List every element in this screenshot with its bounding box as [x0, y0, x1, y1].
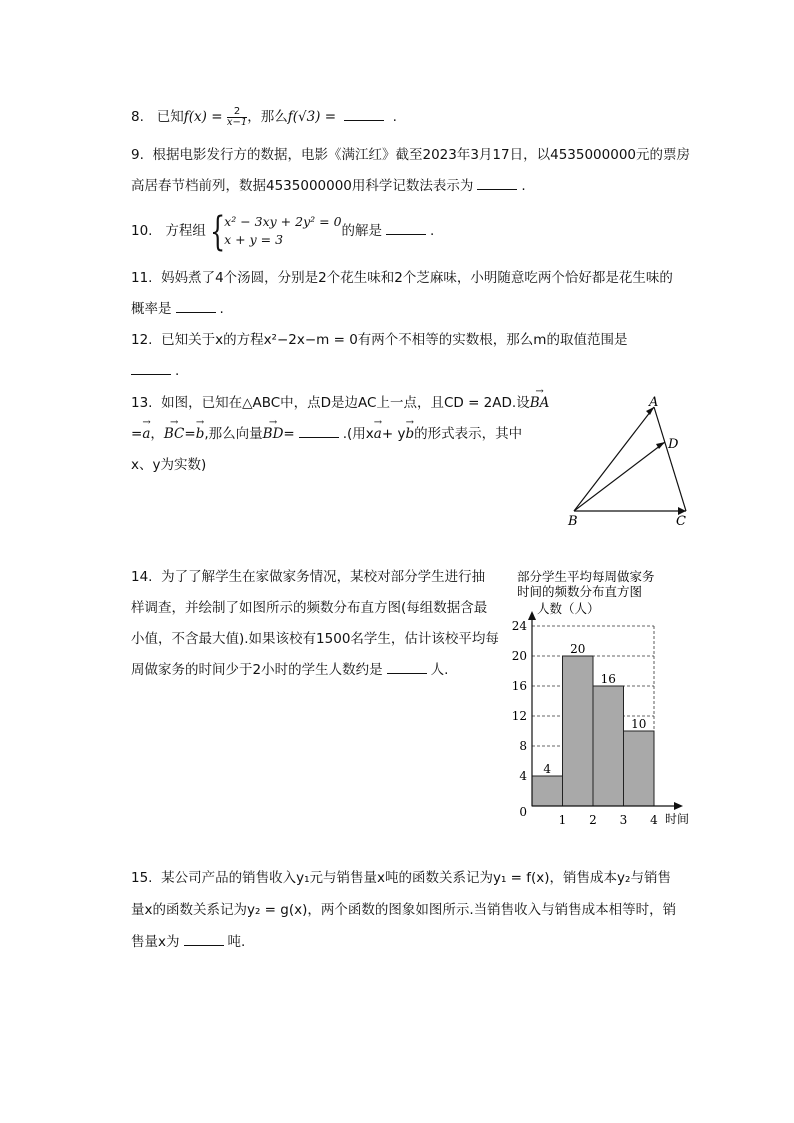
answer-blank[interactable]	[477, 175, 517, 190]
bar-value-label: 20	[570, 642, 586, 656]
question-8: 8. 已知f(x) = $\frac{2}{x-1}$ ，那么f(√3) = .	[131, 105, 397, 128]
question-14: 14. 为了了解学生在家做家务情况，某校对部分学生进行抽 样调查，并绘制了如图所示的频数分布直方图(每组数据含最 小值，不含最大值).如果该校有1500名学生，估计该校平均每 周做家务的时间少于2小时的学生人数约是 人.	[131, 569, 499, 678]
histogram-bar	[593, 686, 624, 806]
question-9: 9. 根据电影发行方的数据，电影《满江红》截至2023年3月17日，以4535000000元的票房 高居春节档前列，数据4535000000用科学记数法表示为 .	[131, 147, 690, 194]
answer-blank[interactable]	[131, 360, 171, 375]
y-axis-arrow	[528, 611, 536, 620]
question-number: 10.	[131, 223, 153, 239]
x-axis-arrow	[674, 802, 683, 810]
side-ac	[654, 407, 686, 511]
x-tick-label: 2	[589, 813, 597, 827]
y-tick-label: 20	[511, 649, 527, 663]
y-axis-label: 人数（人）	[537, 601, 600, 616]
y-tick-label: 8	[519, 739, 527, 753]
y-tick-label: 12	[511, 709, 527, 723]
bar-value-label: 10	[631, 717, 647, 731]
question-number: 14.	[131, 569, 153, 585]
question-number: 11.	[131, 270, 153, 286]
answer-blank[interactable]	[184, 931, 224, 946]
answer-blank[interactable]	[387, 659, 427, 674]
question-12: 12. 已知关于x的方程x²−2x−m = 0有两个不相等的实数根，那么m的取值范围是 .	[131, 332, 628, 379]
question-number: 15.	[131, 870, 153, 886]
x-tick-label: 3	[619, 813, 628, 827]
question-number: 12.	[131, 332, 153, 348]
y-tick-label: 4	[519, 769, 527, 783]
question-15: 15. 某公司产品的销售收入y₁元与销售量x吨的函数关系记为y₁ = f(x)，销售成本y₂与销售 量x的函数关系记为y₂ = g(x)，两个函数的图象如图所示.当销售收入与销售成本相等时，销 售量x为 吨.	[131, 870, 677, 950]
triangle-figure	[560, 395, 700, 530]
question-number: 9.	[131, 147, 144, 163]
bar-value-label: 16	[600, 672, 616, 686]
label-a: A	[649, 395, 659, 410]
histogram-bar	[624, 731, 655, 806]
histogram-bar	[532, 776, 563, 806]
fraction: $\frac{2}{x-1}$	[226, 105, 248, 128]
y-tick-label: 0	[519, 805, 527, 819]
x-tick-label: 4	[650, 813, 658, 827]
y-tick-label: 24	[511, 619, 527, 633]
question-number: 13.	[131, 395, 153, 411]
chart-title-line2: 时间的频数分布直方图	[517, 584, 643, 599]
equation-system: { x² − 3xy + 2y² = 0 x + y = 3	[210, 209, 342, 255]
answer-blank[interactable]	[176, 298, 216, 313]
question-11: 11. 妈妈煮了4个汤圆，分别是2个花生味和2个芝麻味，小明随意吃两个恰好都是花生味的 概率是 .	[131, 270, 673, 317]
bar-value-label: 4	[543, 762, 552, 776]
x-axis-label: 时间	[665, 812, 690, 826]
histogram-chart	[505, 565, 700, 830]
label-d: D	[668, 437, 679, 452]
answer-blank[interactable]	[344, 106, 384, 121]
label-c: C	[676, 514, 686, 529]
answer-blank[interactable]	[386, 220, 426, 235]
question-number: 8.	[131, 109, 144, 125]
histogram-bar	[563, 656, 594, 806]
x-tick-label: 1	[558, 813, 567, 827]
question-10: 10. 方程组 { x² − 3xy + 2y² = 0 x + y = 3 的解是 .	[131, 209, 435, 255]
chart-title-line1: 部分学生平均每周做家务	[517, 569, 655, 584]
y-tick-label: 16	[511, 679, 527, 693]
answer-blank[interactable]	[299, 423, 339, 438]
question-13: 13. 如图，已知在△ABC中，点D是边AC上一点，且CD = 2AD.设→ BA =→ a，→ BC=→ b,那么向量→ BD= .(用x→ a+ y→ b的形式表示，其中 x、y为实数)	[131, 388, 561, 481]
label-b: B	[568, 514, 578, 529]
